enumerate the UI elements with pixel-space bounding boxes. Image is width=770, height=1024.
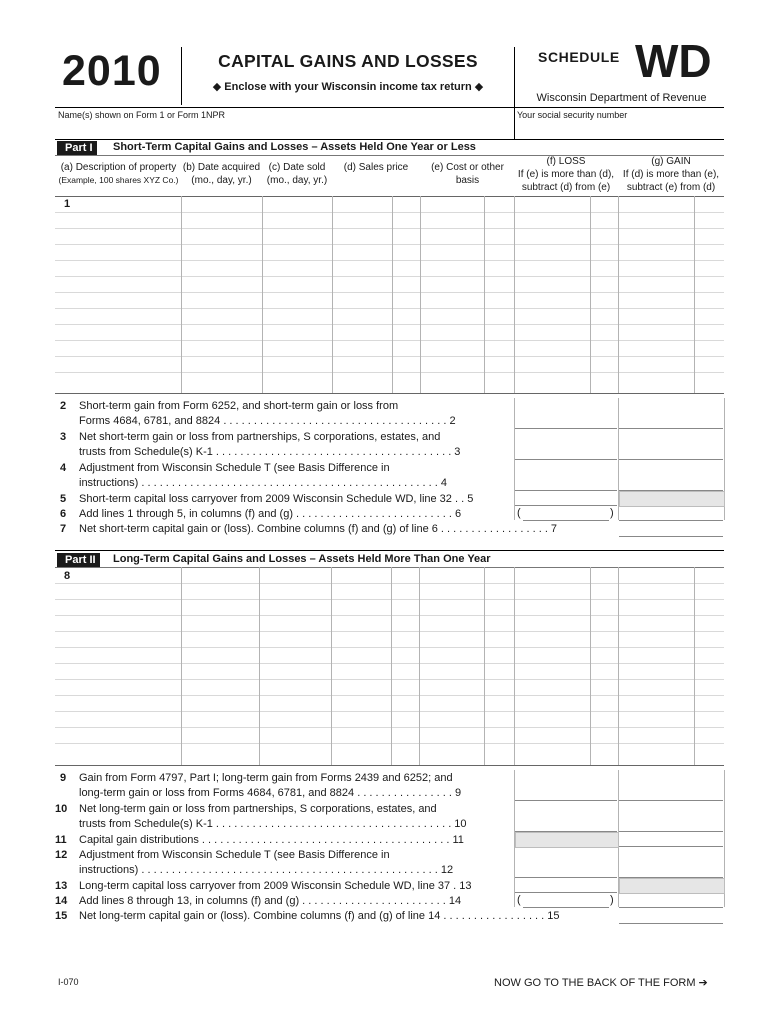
department-name: Wisconsin Department of Revenue (536, 92, 707, 104)
line-number: 10 (55, 803, 68, 815)
grid-col-divider (332, 196, 333, 394)
grid-row-line (55, 727, 724, 728)
schedule-label: SCHEDULE (538, 49, 620, 65)
part2-title: Long-Term Capital Gains and Losses – Assets Held More Than One Year (113, 553, 491, 565)
line-4-gain-field[interactable] (619, 478, 723, 491)
line-14-paren-open: ( (517, 894, 521, 906)
grid-col-divider (181, 196, 182, 394)
line-5-loss-field[interactable] (515, 493, 617, 506)
line-number: 3 (60, 431, 67, 443)
line-6-loss-field[interactable] (523, 508, 609, 521)
part1-top-rule (55, 139, 724, 140)
part2-top-rule (55, 550, 724, 551)
line-5-gain-shaded (619, 491, 725, 507)
grid-col-divider (420, 196, 421, 394)
line-10-gain-field[interactable] (619, 819, 723, 832)
next-page-note: NOW GO TO THE BACK OF THE FORM ➔ (494, 977, 708, 989)
grid-row-line (55, 615, 724, 616)
line-10-loss-field[interactable] (515, 819, 617, 832)
grid-col-divider (590, 196, 591, 394)
line-number: 6 (60, 508, 67, 520)
line-9-loss-field[interactable] (515, 788, 617, 801)
line-text: Forms 4684, 6781, and 8824 . . . . . . . . . . . . . . . . . . . . . . . . . . . . . . . . . . . . . 2 (79, 415, 456, 427)
grid-row-line (55, 308, 724, 309)
grid-row-line (55, 292, 724, 293)
col-c-header: (c) Date sold (mo., day, yr.) (266, 162, 328, 186)
line-number: 14 (55, 895, 68, 907)
line-text: Short-term gain from Form 6252, and short-term gain or loss from (79, 400, 399, 412)
line-number: 5 (60, 493, 67, 505)
grid-col-divider (391, 567, 392, 766)
grid-col-divider (181, 567, 182, 766)
line-text: Adjustment from Wisconsin Schedule T (see Basis Difference in (79, 849, 390, 861)
grid-col-divider (331, 567, 332, 766)
col-g-header: (g) GAIN If (d) is more than (e), subtract (e) from (d) (622, 156, 720, 193)
grid-top-rule (55, 196, 724, 197)
line-number: 11 (55, 834, 67, 846)
grid-col-divider (392, 196, 393, 394)
line-text: long-term gain or loss from Forms 4684, 6781, and 8824 . . . . . . . . . . . . . . . . 9 (79, 787, 462, 799)
grid-row-line (55, 663, 724, 664)
col-b-header: (b) Date acquired (mo., day, yr.) (182, 162, 261, 186)
line-15-total-field[interactable] (619, 911, 723, 924)
header-divider-right (514, 47, 515, 107)
line-text: Gain from Form 4797, Part I; long-term gain from Forms 2439 and 6252; and (79, 772, 453, 784)
grid-row-line (55, 324, 724, 325)
line-text: Net long-term gain or loss from partnerships, S corporations, estates, and (79, 803, 437, 815)
grid-col-divider (262, 196, 263, 394)
grid-row-line (55, 356, 724, 357)
line-14-gain-field[interactable] (619, 895, 723, 908)
part1-title: Short-Term Capital Gains and Losses – Assets Held One Year or Less (113, 141, 476, 153)
line-4-loss-field[interactable] (515, 478, 617, 491)
grid-row-line (55, 260, 724, 261)
grid-row-line (55, 372, 724, 373)
line-13-gain-shaded (619, 878, 725, 894)
line-number: 12 (55, 849, 68, 861)
line-number: 9 (60, 772, 67, 784)
line-text: Adjustment from Wisconsin Schedule T (see Basis Difference in (79, 462, 390, 474)
grid-row-line (55, 244, 724, 245)
grid-col-divider (259, 567, 260, 766)
grid-row-line (55, 631, 724, 632)
form-code: I-070 (58, 977, 79, 987)
line-number: 13 (55, 880, 68, 892)
line-number: 15 (55, 910, 68, 922)
col-f-header: (f) LOSS If (e) is more than (d), subtract (d) from (e) (517, 156, 615, 193)
line-12-gain-field[interactable] (619, 865, 723, 878)
grid-row-line (55, 711, 724, 712)
grid-col-divider (618, 196, 619, 394)
line-12-loss-field[interactable] (515, 865, 617, 878)
grid-row-line (55, 679, 724, 680)
col-a-header: (a) Description of property (Example, 100 shares XYZ Co.) (58, 162, 179, 185)
grid-col-divider (514, 567, 515, 766)
grid-row-line (55, 647, 724, 648)
grid-row-line (55, 212, 724, 213)
ssn-field[interactable] (517, 120, 723, 138)
col-e-header: (e) Cost or other basis (431, 162, 504, 186)
line-text: Net short-term capital gain or (loss). Combine columns (f) and (g) of line 6 . . . . . . . . . . . . . . . . . . 7 (79, 523, 558, 535)
part1-label: Part I (57, 141, 97, 155)
line-7-total-field[interactable] (619, 524, 723, 537)
schedule-code: WD (635, 35, 712, 87)
name-row-top-rule (55, 107, 724, 108)
line-text: Net long-term capital gain or (loss). Combine columns (f) and (g) of line 14 . . . . . . . . . . . . . . . . . 15 (79, 910, 560, 922)
line-3-gain-field[interactable] (619, 447, 723, 460)
grid-bottom-rule (55, 393, 724, 394)
line-6-gain-field[interactable] (619, 508, 723, 521)
grid-bottom-rule (55, 765, 724, 766)
enclose-note: ◆ Enclose with your Wisconsin income tax return ◆ (212, 81, 484, 93)
grid-row-line (55, 743, 724, 744)
grid-col-divider (419, 567, 420, 766)
line-text: Add lines 8 through 13, in columns (f) and (g) . . . . . . . . . . . . . . . . . . . . . . . . 14 (79, 895, 462, 907)
line-number: 4 (60, 462, 67, 474)
grid-col-divider (694, 196, 695, 394)
line-11-gain-field[interactable] (619, 834, 723, 847)
col-d-header: (d) Sales price (343, 162, 409, 173)
line-9-gain-field[interactable] (619, 788, 723, 801)
grid-row-line (55, 276, 724, 277)
name-field[interactable] (56, 120, 511, 138)
grid-col-divider (618, 567, 619, 766)
name-field-label: Name(s) shown on Form 1 or Form 1NPR (58, 110, 226, 120)
line-1-number: 1 (64, 198, 71, 210)
part1-grid (55, 196, 724, 394)
line-text: instructions) . . . . . . . . . . . . . . . . . . . . . . . . . . . . . . . . . . . . . . . . . . . . . . . . . 4 (79, 477, 447, 489)
line-text: instructions) . . . . . . . . . . . . . . . . . . . . . . . . . . . . . . . . . . . . . . . . . . . . . . . . . 12 (79, 864, 454, 876)
ssn-divider (514, 107, 515, 140)
grid-row-line (55, 599, 724, 600)
line-14-loss-field[interactable] (523, 895, 609, 908)
grid-row-line (55, 228, 724, 229)
grid-col-divider (514, 196, 515, 394)
line-text: trusts from Schedule(s) K-1 . . . . . . . . . . . . . . . . . . . . . . . . . . . . . . . . . . . . . . . 3 (79, 446, 461, 458)
form-title: CAPITAL GAINS AND LOSSES (218, 51, 478, 71)
part2-label: Part II (57, 553, 100, 567)
grid-row-line (55, 695, 724, 696)
line-text: Capital gain distributions . . . . . . . . . . . . . . . . . . . . . . . . . . . . . . . . . . . . . . . . . 11 (79, 834, 464, 846)
line-6-paren-open: ( (517, 507, 521, 519)
line-13-loss-field[interactable] (515, 880, 617, 893)
line-14-paren-close: ) (610, 894, 614, 906)
line-text: Short-term capital loss carryover from 2009 Wisconsin Schedule WD, line 32 . . 5 (79, 493, 474, 505)
grid-col-divider (590, 567, 591, 766)
line-8-number: 8 (64, 570, 71, 582)
line-2-gain-field[interactable] (619, 416, 723, 429)
line-number: 7 (60, 523, 67, 535)
line-6-paren-close: ) (610, 507, 614, 519)
line-2-loss-field[interactable] (515, 416, 617, 429)
line-number: 2 (60, 400, 67, 412)
line-text: trusts from Schedule(s) K-1 . . . . . . . . . . . . . . . . . . . . . . . . . . . . . . . . . . . . . . . 10 (79, 818, 467, 830)
part2-grid (55, 567, 724, 766)
grid-col-divider (484, 567, 485, 766)
line-text: Long-term capital loss carryover from 2009 Wisconsin Schedule WD, line 37 . 13 (79, 880, 472, 892)
grid-row-line (55, 583, 724, 584)
grid-col-divider (694, 567, 695, 766)
line-text: Add lines 1 through 5, in columns (f) and (g) . . . . . . . . . . . . . . . . . . . . . . . . . . 6 (79, 508, 462, 520)
form-year: 2010 (62, 47, 162, 95)
line-11-loss-shaded (515, 832, 619, 848)
ssn-field-label: Your social security number (517, 110, 628, 120)
line-text: Net short-term gain or loss from partnerships, S corporations, estates, and (79, 431, 441, 443)
grid-row-line (55, 340, 724, 341)
grid-col-divider (484, 196, 485, 394)
line-3-loss-field[interactable] (515, 447, 617, 460)
